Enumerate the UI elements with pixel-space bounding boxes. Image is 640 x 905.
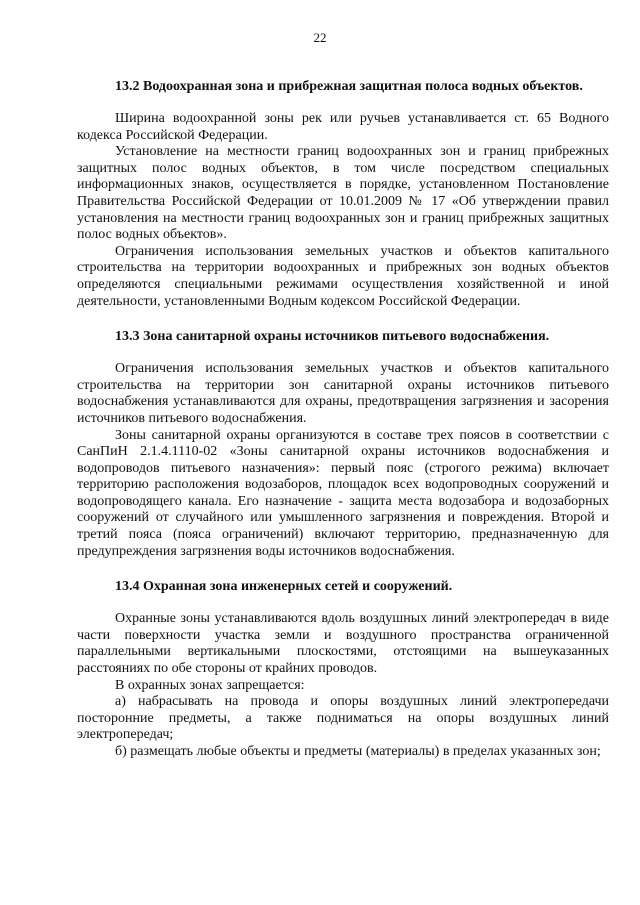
- list-item: а) набрасывать на провода и опоры воздушных линий электропередачи посторонние предметы, а также подниматься на опоры воздушных линий электропередач;: [77, 694, 609, 743]
- paragraph: Охранные зоны устанавливаются вдоль воздушных линий электропередач в виде части поверхности участка земли и воздушного пространства ограниченной параллельными вертикальными плоскостями, отстоящими на вышеуказанных расстояниях по обе стороны от крайних проводов.: [77, 611, 609, 677]
- section-heading: 13.3 Зона санитарной охраны источников питьевого водоснабжения.: [115, 329, 550, 345]
- section-heading: 13.4 Охранная зона инженерных сетей и сооружений.: [115, 579, 453, 595]
- section-13-3: [77, 328, 609, 560]
- paragraph: Ширина водоохранной зоны рек или ручьев устанавливается ст. 65 Водного кодекса Российской Федерации.: [77, 111, 609, 143]
- section-heading: 13.2 Водоохранная зона и прибрежная защитная полоса водных объектов.: [115, 79, 583, 94]
- section-13-2: [77, 78, 609, 310]
- section-13-4: [77, 578, 609, 760]
- paragraph: Ограничения использования земельных участков и объектов капитального строительства на территории зон санитарной охраны источников питьевого водоснабжения устанавливаются для охраны, предотвращения загрязнения и засорения источников питьевого водоснабжения.: [77, 361, 609, 426]
- list-item: б) размещать любые объекты и предметы (материалы) в пределах указанных зон;: [115, 744, 601, 759]
- paragraph: Ограничения использования земельных участков и объектов капитального строительства на территории водоохранных и прибрежных зон водных объектов определяются специальными режимами осуществления хозяйственной и иной деятельности, установленными Водным кодексом Российской Федерации.: [77, 243, 609, 309]
- paragraph: Установление на местности границ водоохранных зон и границ прибрежных защитных полос водных объектов, в том числе посредством специальных информационных знаков, осуществляется в порядке, установленном Постановление Правительства Российской Федерации от 10.01.2009 № 17 «Об утверждении правил установления на местности границ водоохранных зон и границ прибрежных защитных полос водных объектов».: [77, 144, 609, 243]
- page-number: 22: [313, 30, 327, 45]
- paragraph: В охранных зонах запрещается:: [115, 677, 305, 693]
- document-body: [77, 78, 609, 761]
- paragraph: Зоны санитарной охраны организуются в составе трех поясов в соответствии с СанПиН 2.1.4.1110-02 «Зоны санитарной охраны источников водоснабжения и водопроводов питьевого назначения»: первый пояс (строгого режима) включает территорию расположения водозаборов, площадок всех водопроводных сооружений и водопроводящего канала. Его назначение - защита места водозабора и водозаборных сооружений от случайного или умышленного загрязнения и повреждения. Второй и третий пояса (пояса ограничений) включают территорию, предназначенную для предупреждения загрязнения воды источников водоснабжения.: [77, 427, 609, 559]
